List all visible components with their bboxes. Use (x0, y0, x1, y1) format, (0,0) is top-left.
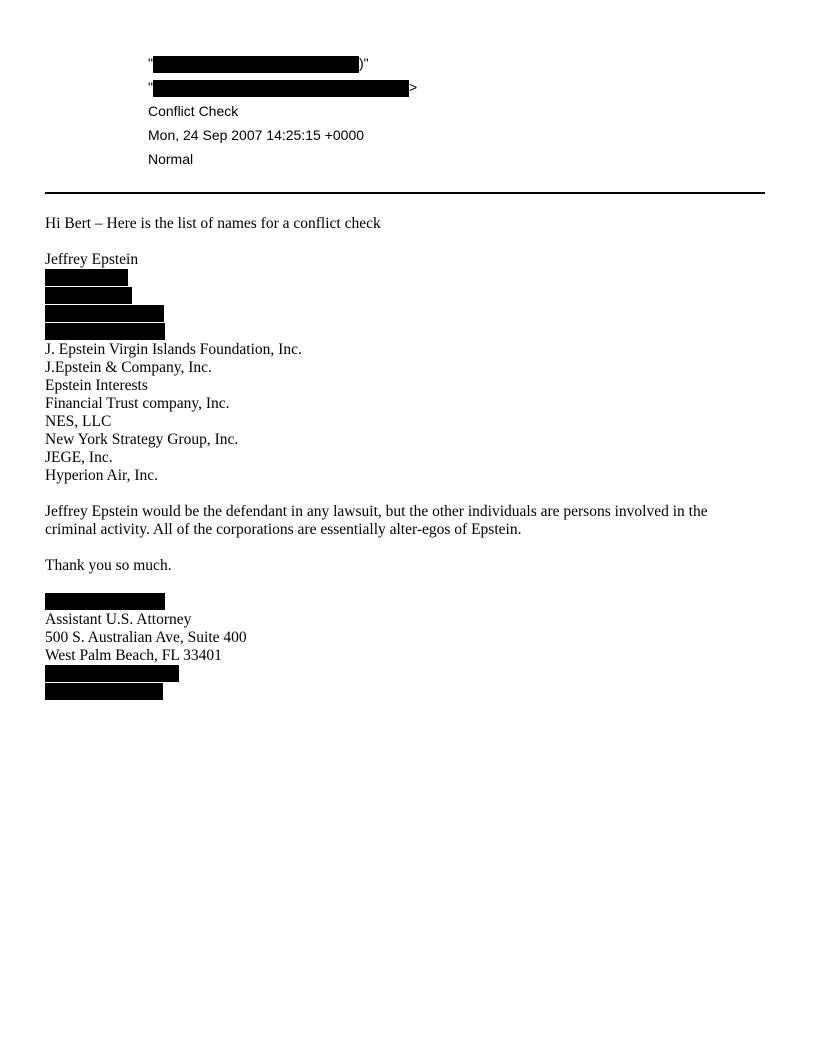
redacted-name-1 (45, 269, 745, 287)
list-item: JEGE, Inc. (45, 449, 113, 466)
body-paragraph: Jeffrey Epstein would be the defendant in any lawsuit, but the other individuals are persons involved in the criminal activity. All of the corporations are essentially alter-egos of Epstein. (45, 503, 708, 538)
redaction-block (45, 269, 128, 286)
redacted-contact-2 (45, 683, 745, 701)
email-body-greeting (45, 215, 745, 233)
redaction-block (45, 683, 163, 700)
date-value: Mon, 24 Sep 2007 14:25:15 +0000 (148, 127, 365, 143)
list-item: Epstein Interests (45, 377, 148, 394)
header-divider (45, 192, 765, 194)
list-item: New York Strategy Group, Inc. (45, 431, 239, 448)
redaction-block (45, 323, 165, 340)
importance-value: Normal (148, 151, 194, 167)
list-item: J. Epstein Virgin Islands Foundation, Inc. (45, 341, 302, 358)
thanks-text: Thank you so much. (45, 557, 172, 574)
redacted-signer-name (45, 593, 745, 611)
from-suffix: )" (358, 55, 369, 71)
signer-title: Assistant U.S. Attorney (45, 611, 192, 628)
to-redaction (153, 80, 409, 97)
redaction-block (45, 665, 179, 682)
signature-block (45, 593, 745, 701)
address-line-2: West Palm Beach, FL 33401 (45, 647, 222, 664)
from-prefix: " (148, 55, 153, 71)
names-list (45, 251, 745, 485)
list-item: J.Epstein & Company, Inc. (45, 359, 212, 376)
to-value (148, 78, 417, 97)
redaction-block (45, 287, 132, 304)
from-value (148, 54, 369, 73)
thanks-block (45, 557, 745, 575)
redaction-block (45, 305, 164, 322)
address-line-1: 500 S. Australian Ave, Suite 400 (45, 629, 247, 646)
list-item: NES, LLC (45, 413, 112, 430)
redaction-block (45, 593, 165, 610)
from-redaction (153, 56, 359, 73)
to-suffix: > (408, 79, 418, 95)
redacted-name-3 (45, 305, 745, 323)
redacted-name-4 (45, 323, 745, 341)
list-item: Jeffrey Epstein (45, 251, 139, 268)
redacted-contact-1 (45, 665, 745, 683)
greeting-text: Hi Bert – Here is the list of names for a conflict check (45, 215, 381, 232)
to-prefix: " (148, 79, 153, 95)
subject-value: Conflict Check (148, 103, 239, 119)
list-item: Financial Trust company, Inc. (45, 395, 230, 412)
list-item: Hyperion Air, Inc. (45, 467, 159, 484)
redacted-name-2 (45, 287, 745, 305)
